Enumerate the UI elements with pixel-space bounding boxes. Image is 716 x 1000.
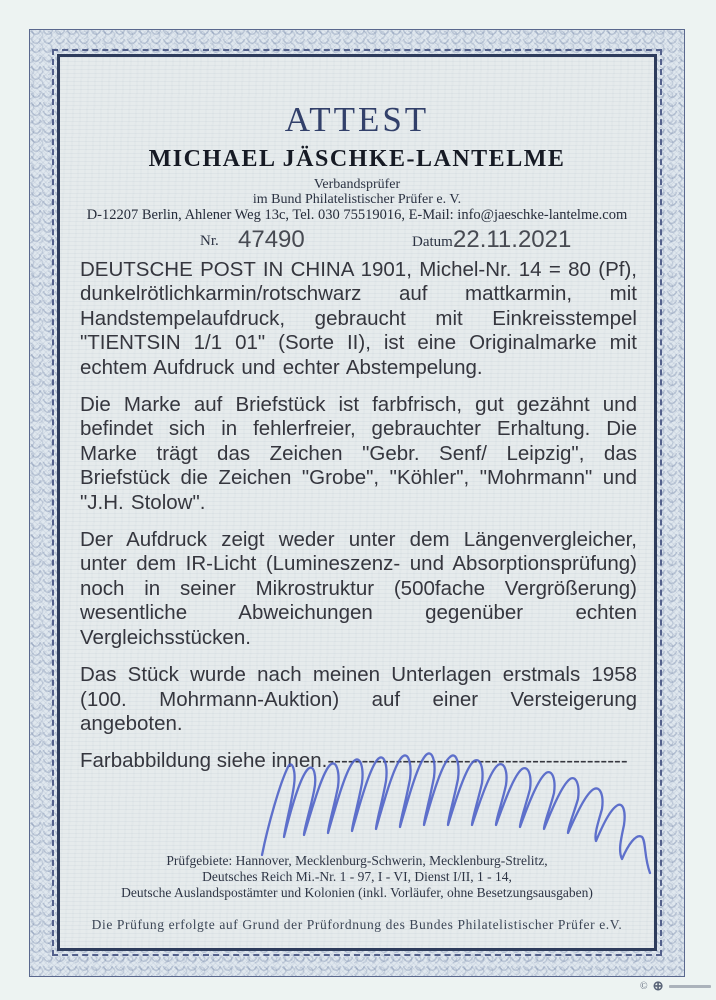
paragraph-description: DEUTSCHE POST IN CHINA 1901, Michel-Nr. 14 = 80 (Pf), dunkelrötlichkarmin/rotschwarz auf mattkarmin, mit Handstempelaufdruck, gebraucht mit Einkreisstempel "TIENTSIN 1/1 01" (Sorte II), ist eine Originalmarke mit echtem Aufdruck und echter Abstempelung.: [80, 258, 637, 379]
print-mark: [640, 978, 711, 994]
paragraph-provenance: Das Stück wurde nach meinen Unterlagen erstmals 1958 (100. Mohrmann-Auktion) auf einer Versteigerung angeboten.: [80, 663, 637, 735]
certificate-number-label: Nr.: [200, 233, 219, 249]
certificate-date-value: 22.11.2021: [453, 226, 572, 253]
certificate-date-label: Datum: [412, 234, 453, 250]
certificate-body: [80, 258, 637, 787]
examiner-association: im Bund Philatelistischer Prüfer e. V.: [252, 192, 462, 207]
examiner-role: Verbandsprüfer: [313, 177, 401, 192]
page-title: ATTEST: [284, 100, 430, 139]
examination-areas-line: Deutsches Reich Mi.-Nr. 1 - 97, I - VI, Dienst I/II, 1 - 14,: [202, 869, 512, 884]
dash-filler: --------------------------------------------: [327, 749, 628, 773]
legal-notice: Die Prüfung erfolgte auf Grund der Prüfordnung des Bundes Philatelistischer Prüfer e.V.: [91, 917, 623, 932]
copyright-icon: ©: [640, 980, 648, 992]
printer-logo-icon: ⊕: [652, 978, 664, 993]
paragraph-condition: Die Marke auf Briefstück ist farbfrisch, gut gezähnt und befindet sich in fehlerfreier, gebrauchter Erhaltung. Die Marke trägt das Zeichen "Gebr. Senf/ Leipzig", das Briefstück die Zeichen "Grobe", "Köhler", "Mohrmann" und "J.H. Stolow".: [80, 393, 637, 514]
color-note-line: [80, 749, 637, 773]
color-note-text: Farbabbildung siehe innen.: [80, 749, 328, 773]
paragraph-examination: Der Aufdruck zeigt weder unter dem Längenvergleicher, unter dem IR-Licht (Lumineszenz- und Absorptionsprüfung) noch in seiner Mikrostruktur (500fache Vergrößerung) wesentliche Abweichungen gegenüber echten Vergleichsstücken.: [80, 528, 637, 649]
examiner-name: MICHAEL JÄSCHKE-LANTELME: [148, 146, 566, 172]
examination-areas: [57, 853, 657, 901]
illegible-print-text: [669, 985, 711, 988]
certificate-number-value: 47490: [238, 226, 305, 253]
examiner-contact: D-12207 Berlin, Ahlener Weg 13c, Tel. 030 75519016, E-Mail: info@jaeschke-lantelme.com: [86, 207, 628, 223]
examination-areas-line: Prüfgebiete: Hannover, Mecklenburg-Schwerin, Mecklenburg-Strelitz,: [166, 853, 548, 868]
examination-areas-line: Deutsche Auslandspostämter und Kolonien (inkl. Vorläufer, ohne Besetzungsausgaben): [121, 885, 593, 900]
